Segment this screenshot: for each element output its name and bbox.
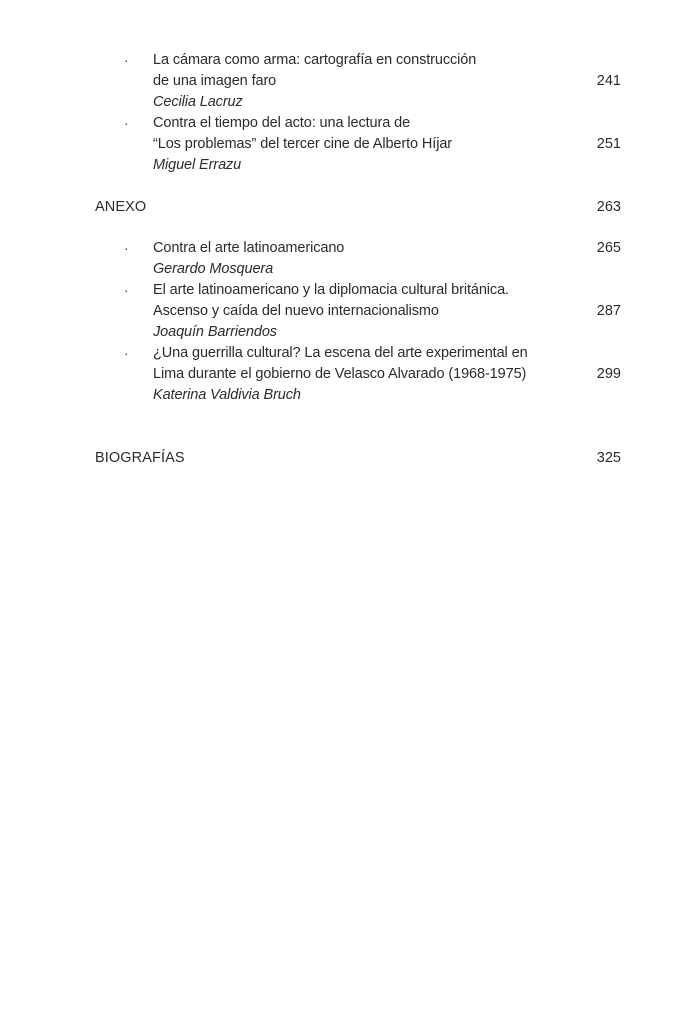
entry-page-number: 265 <box>596 240 621 256</box>
entry-author: Joaquín Barriendos <box>153 324 277 340</box>
section-page-number: 263 <box>596 199 621 215</box>
entry-page-number: 287 <box>596 303 621 319</box>
entry-title-line: ¿Una guerrilla cultural? La escena del arte experimental en <box>153 345 528 361</box>
entry-title-line: “Los problemas” del tercer cine de Alberto Híjar <box>153 136 453 152</box>
entry-author: Gerardo Mosquera <box>153 261 274 277</box>
entry-title-line: Ascenso y caída del nuevo internacionalismo <box>153 303 439 319</box>
section-title: BIOGRAFÍAS <box>95 450 185 466</box>
entry-author: Katerina Valdivia Bruch <box>153 387 301 403</box>
toc-section-anexo[interactable] <box>95 197 621 218</box>
entry-text <box>153 343 573 406</box>
entry-title-line: Lima durante el gobierno de Velasco Alvarado (1968-1975) <box>153 366 527 382</box>
section-title: ANEXO <box>95 199 147 215</box>
entry-text <box>153 113 573 176</box>
bullet-icon: · <box>124 115 129 131</box>
bullet-icon: · <box>124 52 129 68</box>
bullet-icon: · <box>124 282 129 298</box>
entry-author: Cecilia Lacruz <box>153 94 243 110</box>
entry-title-line: El arte latinoamericano y la diplomacia cultural británica. <box>153 282 509 298</box>
entry-text <box>153 280 573 343</box>
bullet-icon: · <box>124 345 129 361</box>
entry-title-line: Contra el tiempo del acto: una lectura de <box>153 115 411 131</box>
toc-section-biografias[interactable] <box>95 448 621 469</box>
section-page-number: 325 <box>596 450 621 466</box>
entry-title-line: La cámara como arma: cartografía en construcción <box>153 52 477 68</box>
entry-title-line: Contra el arte latinoamericano <box>153 240 345 256</box>
entry-page-number: 299 <box>596 366 621 382</box>
entry-author: Miguel Errazu <box>153 157 242 173</box>
entry-title-line: de una imagen faro <box>153 73 277 89</box>
bullet-icon: · <box>124 240 129 256</box>
entry-page-number: 251 <box>596 136 621 152</box>
entry-page-number: 241 <box>596 73 621 89</box>
entry-text <box>153 50 573 113</box>
entry-text <box>153 238 573 280</box>
